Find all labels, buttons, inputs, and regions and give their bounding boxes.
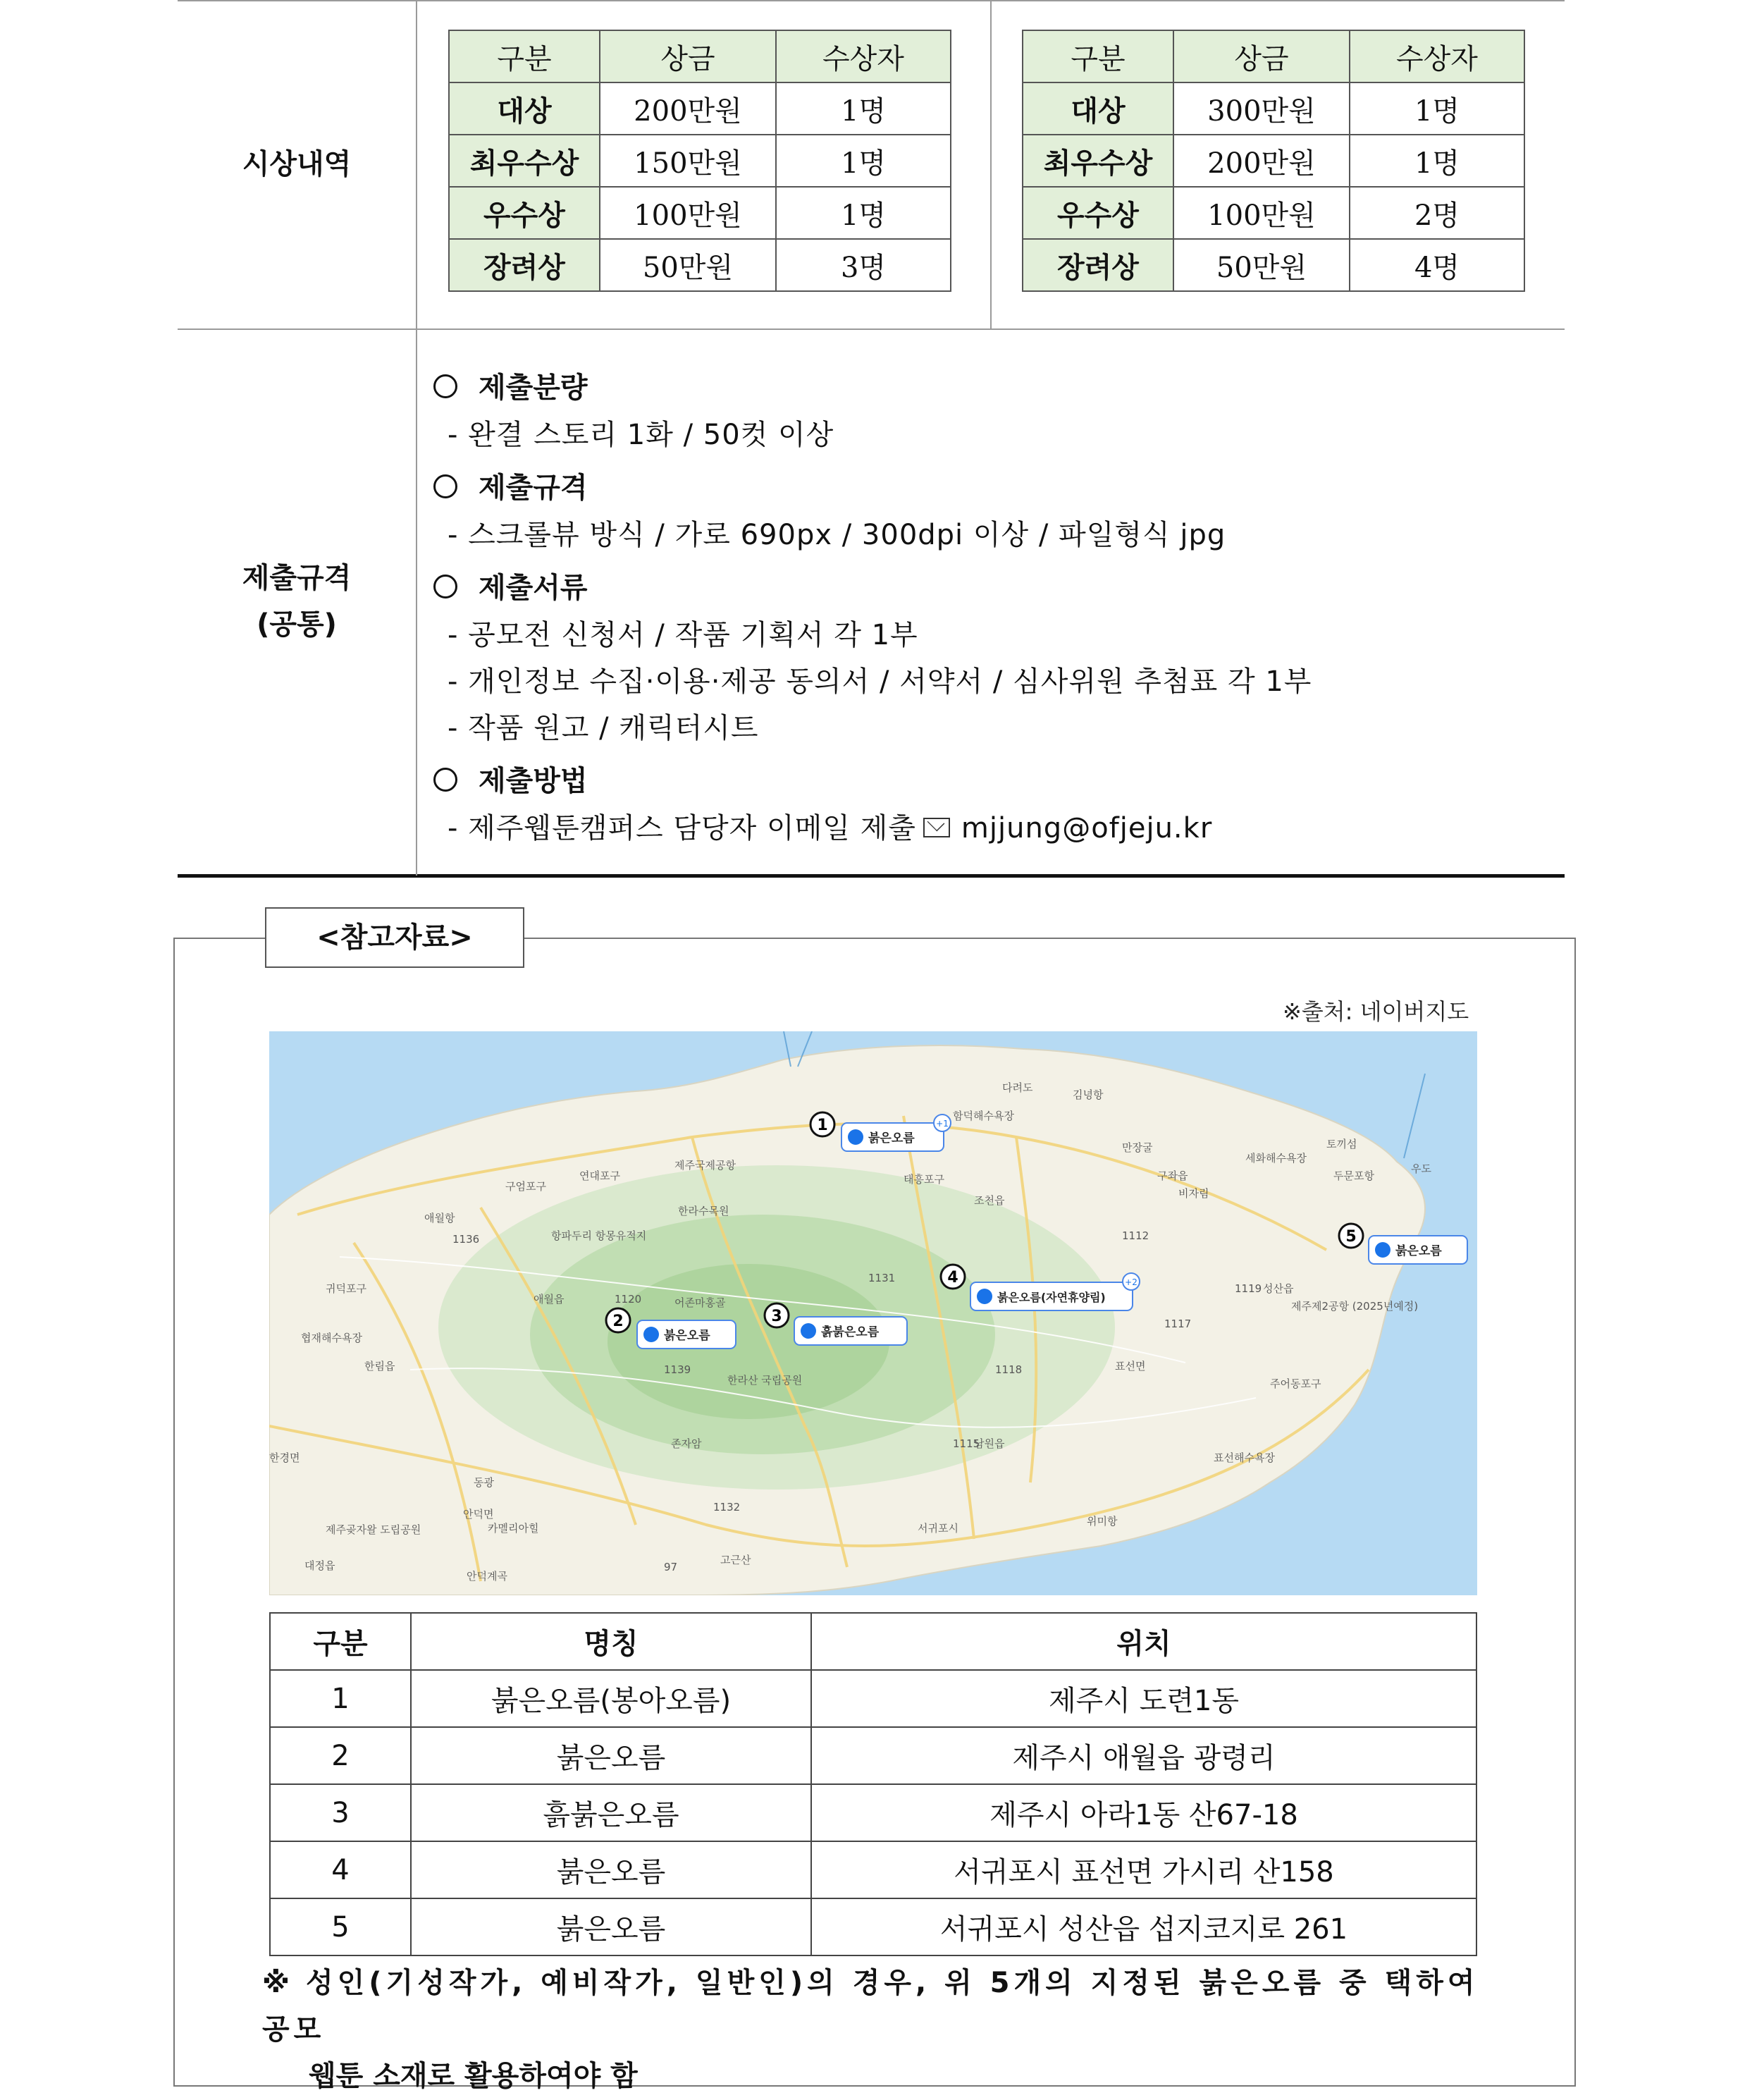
map-place-label: 존자암 <box>671 1437 702 1450</box>
map-place-label: 주어동포구 <box>1270 1377 1321 1390</box>
map-place-label: 1139 <box>664 1363 691 1376</box>
map-place-label: 안덕계곡 <box>467 1570 507 1583</box>
header-name: 명칭 <box>411 1613 811 1670</box>
label-column-divider <box>416 0 417 876</box>
rank-cell: 대상 <box>449 82 600 135</box>
header-no: 구분 <box>270 1613 411 1670</box>
method-title: 제출방법 <box>479 765 588 797</box>
pin-label: 붉은오름 <box>1395 1244 1442 1258</box>
table-row <box>1023 187 1524 239</box>
submission-spec <box>433 358 1533 852</box>
table-top-border <box>178 0 1565 1</box>
prize-cell: 150만원 <box>600 135 776 187</box>
name-cell: 붉은오름(봉아오름) <box>411 1670 811 1727</box>
docs-title: 제출서류 <box>479 572 588 604</box>
prize-cell: 200만원 <box>600 82 776 135</box>
quantity-heading <box>433 364 1533 412</box>
name-cell: 붉은오름 <box>411 1727 811 1784</box>
docs-item: - 개인정보 수집·이용·제공 동의서 / 서약서 / 심사위원 추첨표 각 1부 <box>448 665 1312 698</box>
count-cell: 1명 <box>776 187 951 239</box>
count-cell: 1명 <box>1350 135 1524 187</box>
map-place-label: 97 <box>664 1561 678 1573</box>
rank-cell: 우수상 <box>449 187 600 239</box>
no-cell: 4 <box>270 1841 411 1898</box>
pin-label: 붉은오름(자연휴양림) <box>997 1291 1106 1304</box>
no-cell: 2 <box>270 1727 411 1784</box>
map-place-label: 제주제2공항 (2025년예정) <box>1291 1300 1419 1313</box>
jeju-map[interactable] <box>269 1031 1477 1595</box>
map-place-label: 1117 <box>1164 1318 1192 1330</box>
map-place-label: 서귀포시 <box>918 1522 958 1535</box>
map-graphic <box>269 1031 1477 1595</box>
docs-item: - 공모전 신청서 / 작품 기획서 각 1부 <box>448 619 918 651</box>
locations-table <box>269 1612 1477 1956</box>
rank-cell: 최우수상 <box>1023 135 1173 187</box>
pin-extra: +1 <box>936 1119 949 1129</box>
method-heading <box>433 757 1533 805</box>
map-place-label: 위미항 <box>1087 1515 1118 1528</box>
pin-number: 4 <box>947 1269 958 1287</box>
pin-number: 5 <box>1345 1228 1357 1246</box>
map-place-label: 카멜리아힐 <box>488 1522 539 1535</box>
eligibility-note <box>262 1960 1488 2099</box>
spec-row-label-1: 제출규격 <box>242 562 352 594</box>
rank-cell: 대상 <box>1023 82 1173 135</box>
pin-label: 붉은오름 <box>868 1131 915 1146</box>
map-place-label: 태흥포구 <box>904 1173 944 1186</box>
name-cell: 붉은오름 <box>411 1841 811 1898</box>
circle-bullet-icon <box>433 575 457 598</box>
no-cell: 3 <box>270 1784 411 1841</box>
map-place-label: 세화해수욕장 <box>1245 1152 1307 1165</box>
map-place-label: 한경면 <box>269 1451 300 1464</box>
map-place-label: 김녕항 <box>1073 1088 1104 1101</box>
map-place-label: 만장굴 <box>1122 1141 1153 1154</box>
map-place-label: 동광 <box>474 1476 494 1489</box>
name-cell: 붉은오름 <box>411 1898 811 1955</box>
map-place-label: 표선해수욕장 <box>1214 1451 1275 1464</box>
circle-bullet-icon <box>433 768 457 792</box>
map-place-label: 남원읍 <box>974 1437 1005 1450</box>
map-place-label: 1131 <box>868 1272 896 1284</box>
rank-cell: 최우수상 <box>449 135 600 187</box>
map-place-label: 1132 <box>713 1501 741 1513</box>
table-row <box>270 1727 1476 1784</box>
table-row <box>1023 239 1524 291</box>
method-item <box>433 805 1533 852</box>
spec-row-label-2: (공통) <box>257 608 337 641</box>
prize-cell: 200만원 <box>1173 135 1350 187</box>
map-place-label: 한라산 국립공원 <box>727 1374 803 1387</box>
count-cell: 1명 <box>1350 82 1524 135</box>
circle-bullet-icon <box>433 374 457 398</box>
table-row <box>270 1784 1476 1841</box>
map-place-label: 대정읍 <box>304 1559 335 1572</box>
table-bottom-border <box>178 874 1565 878</box>
map-place-label: 1136 <box>452 1233 480 1246</box>
prize-table-header <box>1023 30 1524 82</box>
table-row <box>449 187 951 239</box>
count-cell: 1명 <box>776 135 951 187</box>
prize-cell: 100만원 <box>600 187 776 239</box>
prize-cell: 100만원 <box>1173 187 1350 239</box>
map-place-label: 한라수목원 <box>678 1205 729 1217</box>
method-text: - 제주웹툰캠퍼스 담당자 이메일 제출 <box>448 812 916 845</box>
map-place-label: 비자림 <box>1178 1187 1209 1200</box>
prize-table-2 <box>1022 30 1525 292</box>
format-title: 제출규격 <box>479 472 588 504</box>
header-prize: 상금 <box>1173 30 1350 82</box>
location-cell: 제주시 애월읍 광령리 <box>811 1727 1476 1784</box>
map-place-label: 제주국제공항 <box>674 1159 736 1172</box>
map-place-label: 성산읍 <box>1263 1282 1294 1295</box>
pin-label: 붉은오름 <box>664 1329 710 1343</box>
prize-cell: 50만원 <box>1173 239 1350 291</box>
prize-table-header <box>449 30 951 82</box>
envelope-icon <box>923 818 950 837</box>
map-source: ※출처: 네이버지도 <box>1283 998 1469 1025</box>
map-place-label: 1112 <box>1122 1229 1149 1242</box>
header-winners: 수상자 <box>776 30 951 82</box>
note-line-1: 성인(기성작가, 예비작가, 일반인)의 경우, 위 5개의 지정된 붉은오름 중 택하여 공모 <box>262 1967 1479 2046</box>
map-place-label: 두문포항 <box>1333 1169 1374 1182</box>
map-place-label: 항파두리 항몽유적지 <box>551 1229 647 1242</box>
locations-header <box>270 1613 1476 1670</box>
header-winners: 수상자 <box>1350 30 1524 82</box>
map-place-label: 구좌읍 <box>1157 1169 1188 1182</box>
map-place-label: 제주곶자왈 도립공원 <box>326 1523 421 1536</box>
map-place-label: 구엄포구 <box>505 1180 546 1193</box>
map-place-label: 표선면 <box>1115 1360 1146 1373</box>
count-cell: 3명 <box>776 239 951 291</box>
map-place-label: 토끼섬 <box>1326 1138 1357 1150</box>
no-cell: 5 <box>270 1898 411 1955</box>
map-place-label: 귀덕포구 <box>326 1282 366 1295</box>
map-place-label: 어존마홍골 <box>674 1296 726 1309</box>
prize-table-1 <box>448 30 951 292</box>
reference-title: <참고자료> <box>265 907 524 968</box>
prize-cell: 300만원 <box>1173 82 1350 135</box>
map-place-label: 1118 <box>995 1363 1023 1376</box>
location-cell: 서귀포시 성산읍 섭지코지로 261 <box>811 1898 1476 1955</box>
map-place-label: 협재해수욕장 <box>301 1332 362 1344</box>
rank-cell: 장려상 <box>1023 239 1173 291</box>
no-cell: 1 <box>270 1670 411 1727</box>
map-place-label: 연대포구 <box>579 1169 620 1182</box>
pin-label: 흙붉은오름 <box>821 1325 880 1339</box>
header-category: 구분 <box>1023 30 1173 82</box>
award-row-label: 시상내역 <box>242 148 352 180</box>
map-place-label: 1120 <box>615 1293 642 1306</box>
table-row <box>1023 135 1524 187</box>
map-place-label: 우도 <box>1411 1162 1431 1175</box>
map-place-label: 한림읍 <box>364 1360 395 1373</box>
award-column-divider <box>990 0 992 328</box>
map-place-label: 고근산 <box>720 1554 751 1566</box>
header-category: 구분 <box>449 30 600 82</box>
circle-bullet-icon <box>433 474 457 498</box>
pin-number: 1 <box>817 1117 828 1134</box>
table-row <box>1023 82 1524 135</box>
rank-cell: 장려상 <box>449 239 600 291</box>
quantity-title: 제출분량 <box>479 372 588 404</box>
map-place-label: 다려도 <box>1002 1081 1033 1094</box>
row-divider <box>178 328 1565 330</box>
pin-number: 2 <box>612 1313 624 1330</box>
prize-cell: 50만원 <box>600 239 776 291</box>
location-cell: 제주시 도련1동 <box>811 1670 1476 1727</box>
map-place-label: 안덕면 <box>463 1508 494 1521</box>
count-cell: 4명 <box>1350 239 1524 291</box>
pin-number: 3 <box>771 1308 782 1325</box>
docs-heading <box>433 564 1533 612</box>
count-cell: 2명 <box>1350 187 1524 239</box>
map-place-label: 애월항 <box>424 1212 455 1224</box>
docs-item: - 작품 원고 / 캐릭터시트 <box>448 712 759 744</box>
table-row <box>449 239 951 291</box>
map-place-label: 1115 <box>953 1437 980 1450</box>
location-cell: 제주시 아라1동 산67-18 <box>811 1784 1476 1841</box>
reference-mark: ※ <box>262 1967 294 1999</box>
header-prize: 상금 <box>600 30 776 82</box>
map-place-label: 조천읍 <box>974 1194 1005 1207</box>
note-line-2: 웹툰 소재로 활용하여야 함 <box>309 2060 638 2092</box>
count-cell: 1명 <box>776 82 951 135</box>
format-heading <box>433 464 1533 512</box>
header-location: 위치 <box>811 1613 1476 1670</box>
map-place-label: 함덕해수욕장 <box>953 1110 1014 1122</box>
location-cell: 서귀포시 표선면 가시리 산158 <box>811 1841 1476 1898</box>
name-cell: 흙붉은오름 <box>411 1784 811 1841</box>
pin-extra: +2 <box>1125 1277 1137 1287</box>
table-row <box>449 82 951 135</box>
email-link[interactable]: mjjung@ofjeju.kr <box>961 812 1213 845</box>
table-row <box>270 1670 1476 1727</box>
map-place-label: 애월읍 <box>534 1293 565 1306</box>
rank-cell: 우수상 <box>1023 187 1173 239</box>
table-row <box>270 1841 1476 1898</box>
table-row <box>270 1898 1476 1955</box>
map-place-label: 1119 <box>1235 1282 1262 1295</box>
format-item: - 스크롤뷰 방식 / 가로 690px / 300dpi 이상 / 파일형식 jpg <box>448 519 1226 551</box>
table-row <box>449 135 951 187</box>
quantity-item: - 완결 스토리 1화 / 50컷 이상 <box>448 419 834 451</box>
